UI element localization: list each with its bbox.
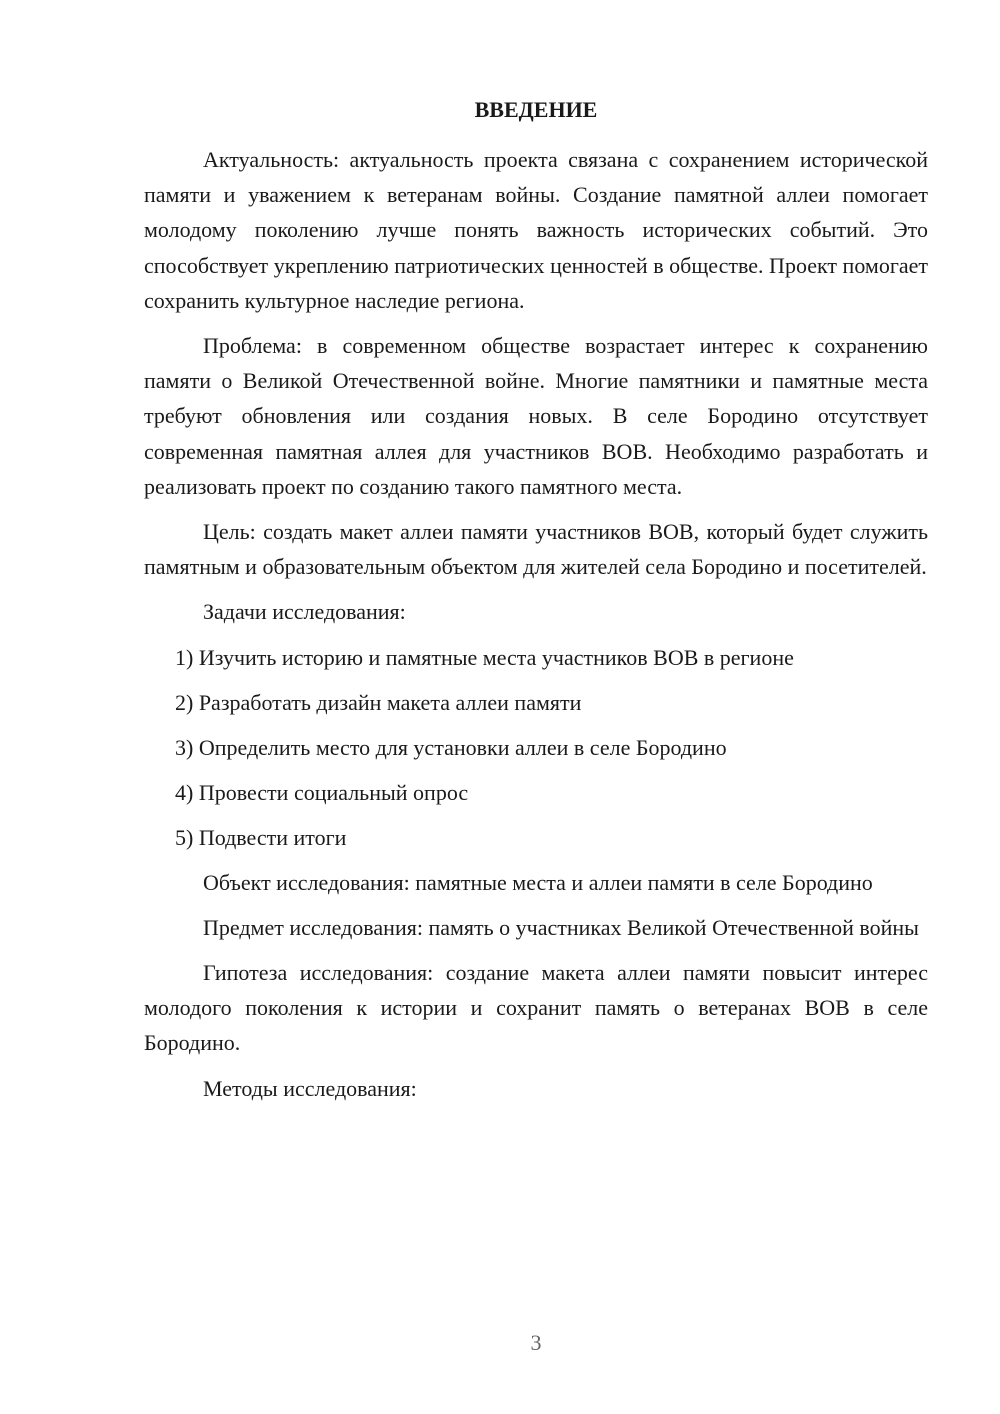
relevance-paragraph: Актуальность: актуальность проекта связана с сохранением исторической памяти и уважением к ветеранам войны. Создание памятной аллеи помогает молодому поколению лучше понять важность исторических событий. Это способствует укреплению патриотических ценностей в обществе. Проект помогает сохранить культурное наследие региона. [144, 147, 928, 313]
task-item-1: 1) Изучить историю и памятные места участников ВОВ в регионе [175, 644, 794, 670]
problem-paragraph: Проблема: в современном обществе возрастает интерес к сохранению памяти о Великой Отечественной войне. Многие памятники и памятные места требуют обновления или создания новых. В селе Бородино отсутствует современная памятная аллея для участников ВОВ. Необходимо разработать и реализовать проект по созданию такого памятного места. [144, 333, 928, 499]
goal-paragraph: Цель: создать макет аллеи памяти участников ВОВ, который будет служить памятным и образовательным объектом для жителей села Бородино и посетителей. [144, 519, 928, 580]
page-number: 3 [530, 1330, 542, 1355]
subject-paragraph: Предмет исследования: память о участниках Великой Отечественной войны [203, 914, 919, 940]
hypothesis-paragraph: Гипотеза исследования: создание макета аллеи памяти повысит интерес молодого поколения к истории и сохранит память о ветеранах ВОВ в селе Бородино. [144, 960, 928, 1056]
task-item-5: 5) Подвести итоги [175, 824, 347, 850]
document-page [144, 92, 928, 1116]
task-item-2: 2) Разработать дизайн макета аллеи памяти [175, 689, 582, 715]
tasks-heading: Задачи исследования: [203, 599, 406, 625]
object-paragraph: Объект исследования: памятные места и аллеи памяти в селе Бородино [203, 869, 873, 895]
task-item-4: 4) Провести социальный опрос [175, 779, 469, 805]
section-title: ВВЕДЕНИЕ [474, 97, 598, 122]
methods-heading: Методы исследования: [203, 1075, 417, 1101]
task-item-3: 3) Определить место для установки аллеи в селе Бородино [175, 734, 727, 760]
